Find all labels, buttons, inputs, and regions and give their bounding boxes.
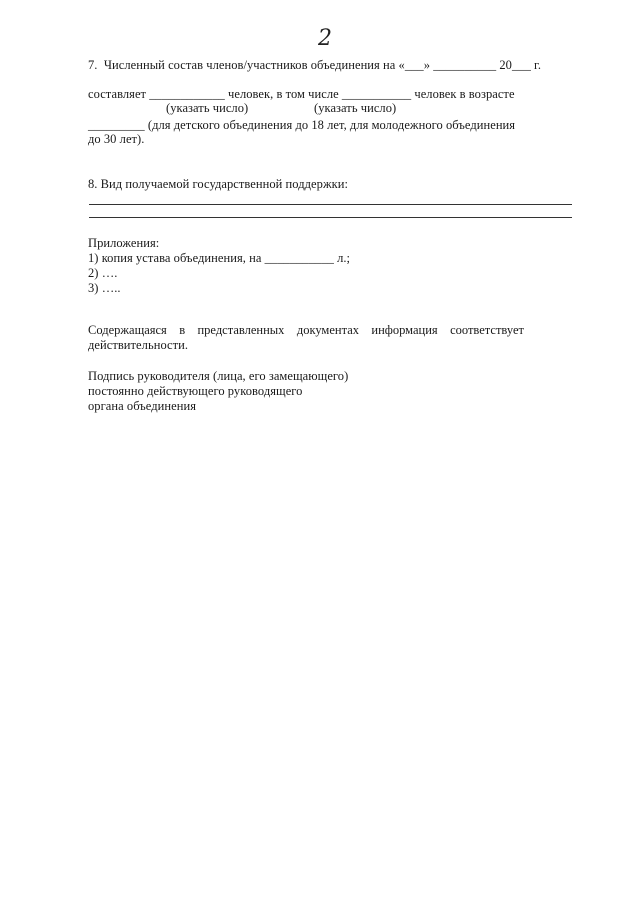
attachment-item-1: 1) копия устава объединения, на ___________ л.; — [88, 251, 351, 265]
page-number: 2 — [318, 26, 332, 51]
signature-line1: Подпись руководителя (лица, его замещающего) — [88, 369, 349, 383]
statement-line1: Содержащаяся в представленных документах информация соответствует — [88, 323, 524, 337]
item8-blank-line-2 — [89, 217, 572, 218]
item7-line2: составляет ____________ человек, в том числе ___________ человек в возрасте — [88, 87, 515, 101]
attachments-heading: Приложения: — [88, 236, 160, 250]
statement-line2: действительности. — [88, 338, 189, 352]
item7-hint-count-age: (указать число) — [314, 101, 397, 115]
item7-hint-count: (указать число) — [166, 101, 249, 115]
item7-line4: до 30 лет). — [88, 132, 145, 146]
item7-line1: 7. Численный состав членов/участников объединения на «___» __________ 20___ г. — [88, 58, 542, 72]
attachment-item-2: 2) …. — [88, 266, 118, 280]
signature-line2: постоянно действующего руководящего — [88, 384, 303, 398]
item7-line3: _________ (для детского объединения до 18 лет, для молодежного объединения — [88, 118, 516, 132]
attachment-item-3: 3) ….. — [88, 281, 121, 295]
item8-blank-line-1 — [89, 204, 572, 205]
item8-heading: 8. Вид получаемой государственной поддержки: — [88, 177, 349, 191]
signature-line3: органа объединения — [88, 399, 196, 413]
